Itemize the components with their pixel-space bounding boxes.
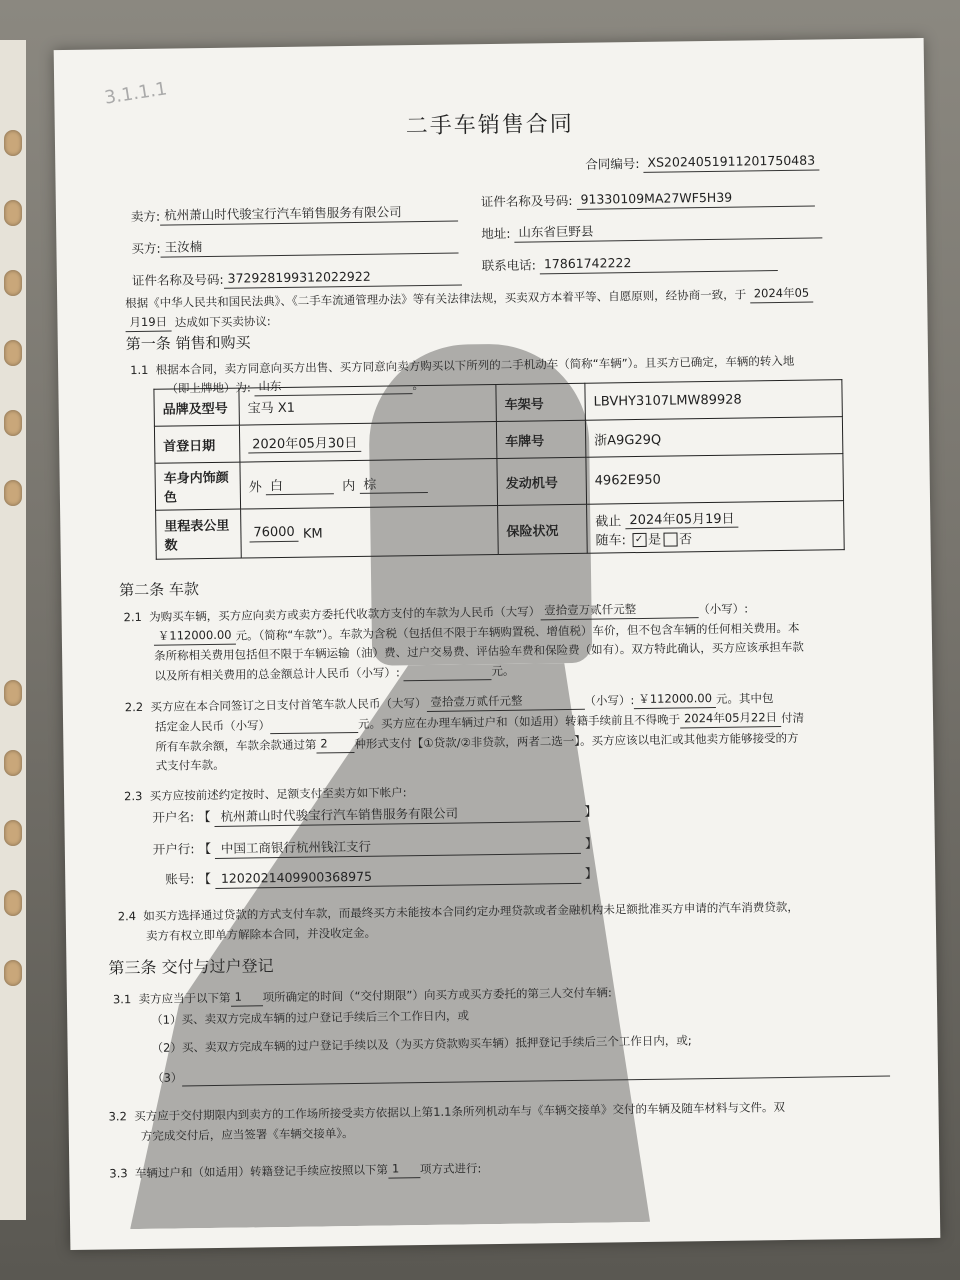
- clause-3-3: 3.3 车辆过户和（如适用）转籍登记手续应按照以下第 1 项方式进行:: [109, 1158, 481, 1182]
- spec-value: 76000 KM: [241, 505, 499, 558]
- account-name-row: 开户名: 【 杭州萧山时代骏宝行汽车销售服务有限公司 】: [152, 803, 597, 828]
- buyer-address-row: 地址: 山东省巨野县: [481, 219, 822, 243]
- seller-row: 卖方: 杭州萧山时代骏宝行汽车销售服务有限公司: [131, 203, 458, 227]
- account-number-row: 账号: 【 1202021409900368975 】: [165, 865, 597, 890]
- spec-value: LBVHY3107LMW89928: [585, 380, 842, 421]
- spec-key: 首登日期: [154, 425, 240, 463]
- binder-hole: [4, 680, 22, 706]
- seller-id-row: 证件名称及号码: 91330109MA27WF5H39: [481, 188, 815, 212]
- page-title: 二手车销售合同: [405, 111, 574, 140]
- article2-title: 第二条 车款: [119, 580, 200, 600]
- spec-key: 里程表公里数: [156, 509, 242, 559]
- binder-hole: [4, 820, 22, 846]
- spec-value: 宝马 X1: [239, 384, 496, 425]
- binder-hole: [4, 890, 22, 916]
- checkbox-empty: [663, 532, 677, 546]
- clause-2-1-b: ￥112000.00 元。（简称“车款”）。车款为含税（包括但不限于车辆购置税、增值税）车价，但不包含车辆的任何相关费用。本: [154, 618, 800, 646]
- spec-value: 2020年05月30日: [239, 421, 496, 462]
- vehicle-spec-table: [153, 379, 844, 560]
- clause-2-2: 2.2 买方应在本合同签订之日支付首笔车款人民币（大写） 壹拾壹万贰仟元整 （小写）: ￥112000.00 元。其中包: [125, 688, 774, 716]
- clause-3-2: 3.2 买方应于交付期限内到卖方的工作场所接受卖方依据以上第1.1条所列机动车与《车辆交接单》交付的车辆及随车材料与文件。双: [108, 1100, 785, 1124]
- contract-page: [54, 38, 941, 1250]
- binder-hole: [4, 750, 22, 776]
- buyer-row: 买方: 王汝楠: [131, 234, 458, 258]
- binder-strip: [0, 40, 26, 1220]
- buyer-phone-row: 联系电话: 17861742222: [482, 252, 778, 275]
- contract-number: 合同编号: XS2024051911201750483: [585, 151, 819, 173]
- checkbox-checked: ✓: [632, 533, 646, 547]
- clause-3-1-1: （1）买、卖双方完成车辆的过户登记手续后三个工作日内，或: [151, 1008, 470, 1027]
- binder-hole: [4, 270, 22, 296]
- clause-3-2-b: 方完成交付后，应当签署《车辆交接单》。: [140, 1126, 354, 1144]
- clause-2-4: 2.4 如买方选择通过贷款的方式支付车款，而最终买方未能按本合同约定办理贷款或者金融机构未足额批准买方申请的汽车消费贷款，: [117, 899, 799, 924]
- clause-1-1-place: （即上牌地）为: 山东 。: [166, 375, 424, 398]
- clause-2-1-d: 以及所有相关费用的总金额总计人民币（小写）: 元。: [154, 663, 515, 683]
- preamble-line1: 根据《中华人民共和国民法典》、《二手车流通管理办法》等有关法律法规，买卖双方本着平等、自愿原则，经协商一致，于 2024年05: [125, 284, 813, 313]
- spec-key: 车架号: [496, 383, 586, 421]
- article1-title: 第一条 销售和购买: [125, 333, 251, 354]
- buyer-id-row: 证件名称及号码: 372928199312022922: [132, 266, 462, 290]
- spec-key: 车身内饰颜色: [155, 462, 241, 510]
- spec-key: 车牌号: [496, 420, 586, 458]
- clause-2-3: 2.3 买方应按前述约定按时、足额支付至卖方如下帐户:: [123, 785, 407, 804]
- binder-hole: [4, 410, 22, 436]
- clause-2-2-b: 括定金人民币（小写） 元。买方应在办理车辆过户和（如适用）转籍手续前且不得晚于 2024年05月22日 付清: [155, 708, 804, 736]
- clause-3-1-3: （3）: [152, 1059, 891, 1087]
- binder-hole: [4, 200, 22, 226]
- spec-key: 保险状况: [498, 504, 588, 554]
- binder-hole: [4, 480, 22, 506]
- spec-key: 发动机号: [497, 457, 587, 505]
- spec-value: 浙A9G29Q: [585, 417, 842, 458]
- clause-2-1: 2.1 为购买车辆，买方应向卖方或卖方委托代收款方支付的车款为人民币（大写） 壹拾壹万贰仟元整 （小写）:: [123, 598, 748, 626]
- clause-2-4-b: 卖方有权立即单方解除本合同，并没收定金。: [145, 925, 377, 943]
- handwritten-note: 3.1.1.1: [103, 78, 169, 109]
- clause-1-1: 1.1 根据本合同，卖方同意向买方出售、买方同意向卖方购买以下所列的二手机动车（简称“车辆”）。且买方已确定，车辆的转入地: [130, 353, 795, 378]
- article3-title: 第三条 交付与过户登记: [108, 956, 274, 978]
- clause-2-1-c: 条所称相关费用包括但不限于车辆运输（油）费、过户交易费、评估验车费和保险费（如有）。双方特此确认，买方应该承担车款: [154, 639, 804, 663]
- clause-2-2-c: 所有车款余额，车款余款通过第 2 种形式支付【①贷款/②非贷款，两者二选一】。买方应该以电汇或其他卖方能够接受的方: [155, 730, 799, 754]
- binder-hole: [4, 130, 22, 156]
- spec-key: 品牌及型号: [154, 388, 240, 426]
- binder-hole: [4, 960, 22, 986]
- clause-3-1: 3.1 卖方应当于以下第 1 项所确定的时间（“交付期限”）向买方或买方委托的第三人交付车辆:: [112, 985, 612, 1007]
- spec-value: 外 白 内 棕: [240, 458, 498, 509]
- binder-hole: [4, 340, 22, 366]
- spec-value: 截止 2024年05月19日 随车: ✓ 是 否: [587, 501, 845, 554]
- bank-row: 开户行: 【 中国工商银行杭州钱江支行 】: [153, 835, 598, 860]
- clause-3-1-2: （2）买、卖双方完成车辆的过户登记手续以及（为买方贷款购买车辆）抵押登记手续后三个工作日内，或;: [151, 1033, 692, 1055]
- preamble-line2: 月19日 达成如下买卖协议:: [125, 311, 270, 332]
- spec-value: 4962E950: [586, 454, 844, 505]
- clause-2-2-d: 式支付车款。: [155, 757, 225, 773]
